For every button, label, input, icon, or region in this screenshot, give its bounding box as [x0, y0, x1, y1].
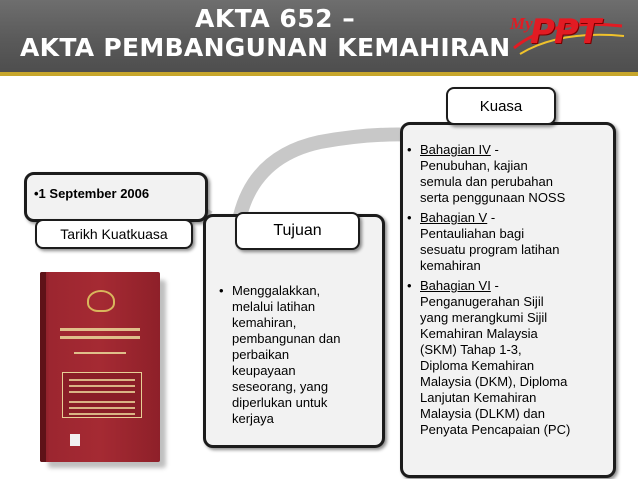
- bullet-icon: •: [219, 283, 224, 298]
- bullet-icon: •: [407, 142, 412, 157]
- logo-my-text: My: [510, 14, 533, 33]
- slide-title-line2: AKTA PEMBANGUNAN KEMAHIRAN: [20, 33, 511, 62]
- kuasa-list: [407, 142, 607, 442]
- myppt-logo: [510, 8, 628, 64]
- title-banner: [0, 0, 638, 72]
- list-item: • Bahagian VI - Penganugerahan Sijil yang merangkumi Sijil Kemahiran Malaysia (SKM) Tahap 1-3, Diploma Kemahiran Malaysia (DKM), Diploma Lanjutan Kemahiran Malaysia (DLKM) dan Penyata Pencapaian (PC): [407, 278, 571, 437]
- bahagian-v-link[interactable]: Bahagian V: [420, 210, 488, 225]
- kuasa-panel: [400, 122, 616, 478]
- slide-title-line1: AKTA 652 –: [195, 4, 356, 33]
- effective-date: •1 September 2006: [34, 186, 150, 201]
- tarikh-kuatkuasa-label: Tarikh Kuatkuasa: [35, 219, 193, 249]
- kuasa-label: Kuasa: [446, 87, 556, 125]
- list-item: • Bahagian IV - Penubuhan, kajian semula dan perubahan serta penggunaan NOSS: [407, 142, 566, 205]
- logo-ppt-text: PPT: [530, 12, 601, 52]
- date-panel: [24, 172, 208, 222]
- bullet-icon: •: [407, 210, 412, 225]
- list-item: • Menggalakkan, melalui latihan kemahiran, pembangunan dan perbaikan keupayaan seseorang, yang diperlukan untuk kerjaya: [219, 283, 341, 426]
- bullet-icon: •: [407, 278, 412, 293]
- tujuan-label: Tujuan: [235, 212, 360, 250]
- bahagian-vi-link[interactable]: Bahagian VI: [420, 278, 491, 293]
- bahagian-iv-link[interactable]: Bahagian IV: [420, 142, 491, 157]
- tujuan-list: [219, 283, 377, 427]
- act-book-image: [40, 272, 160, 462]
- list-item: • Bahagian V - Pentauliahan bagi sesuatu program latihan kemahiran: [407, 210, 560, 273]
